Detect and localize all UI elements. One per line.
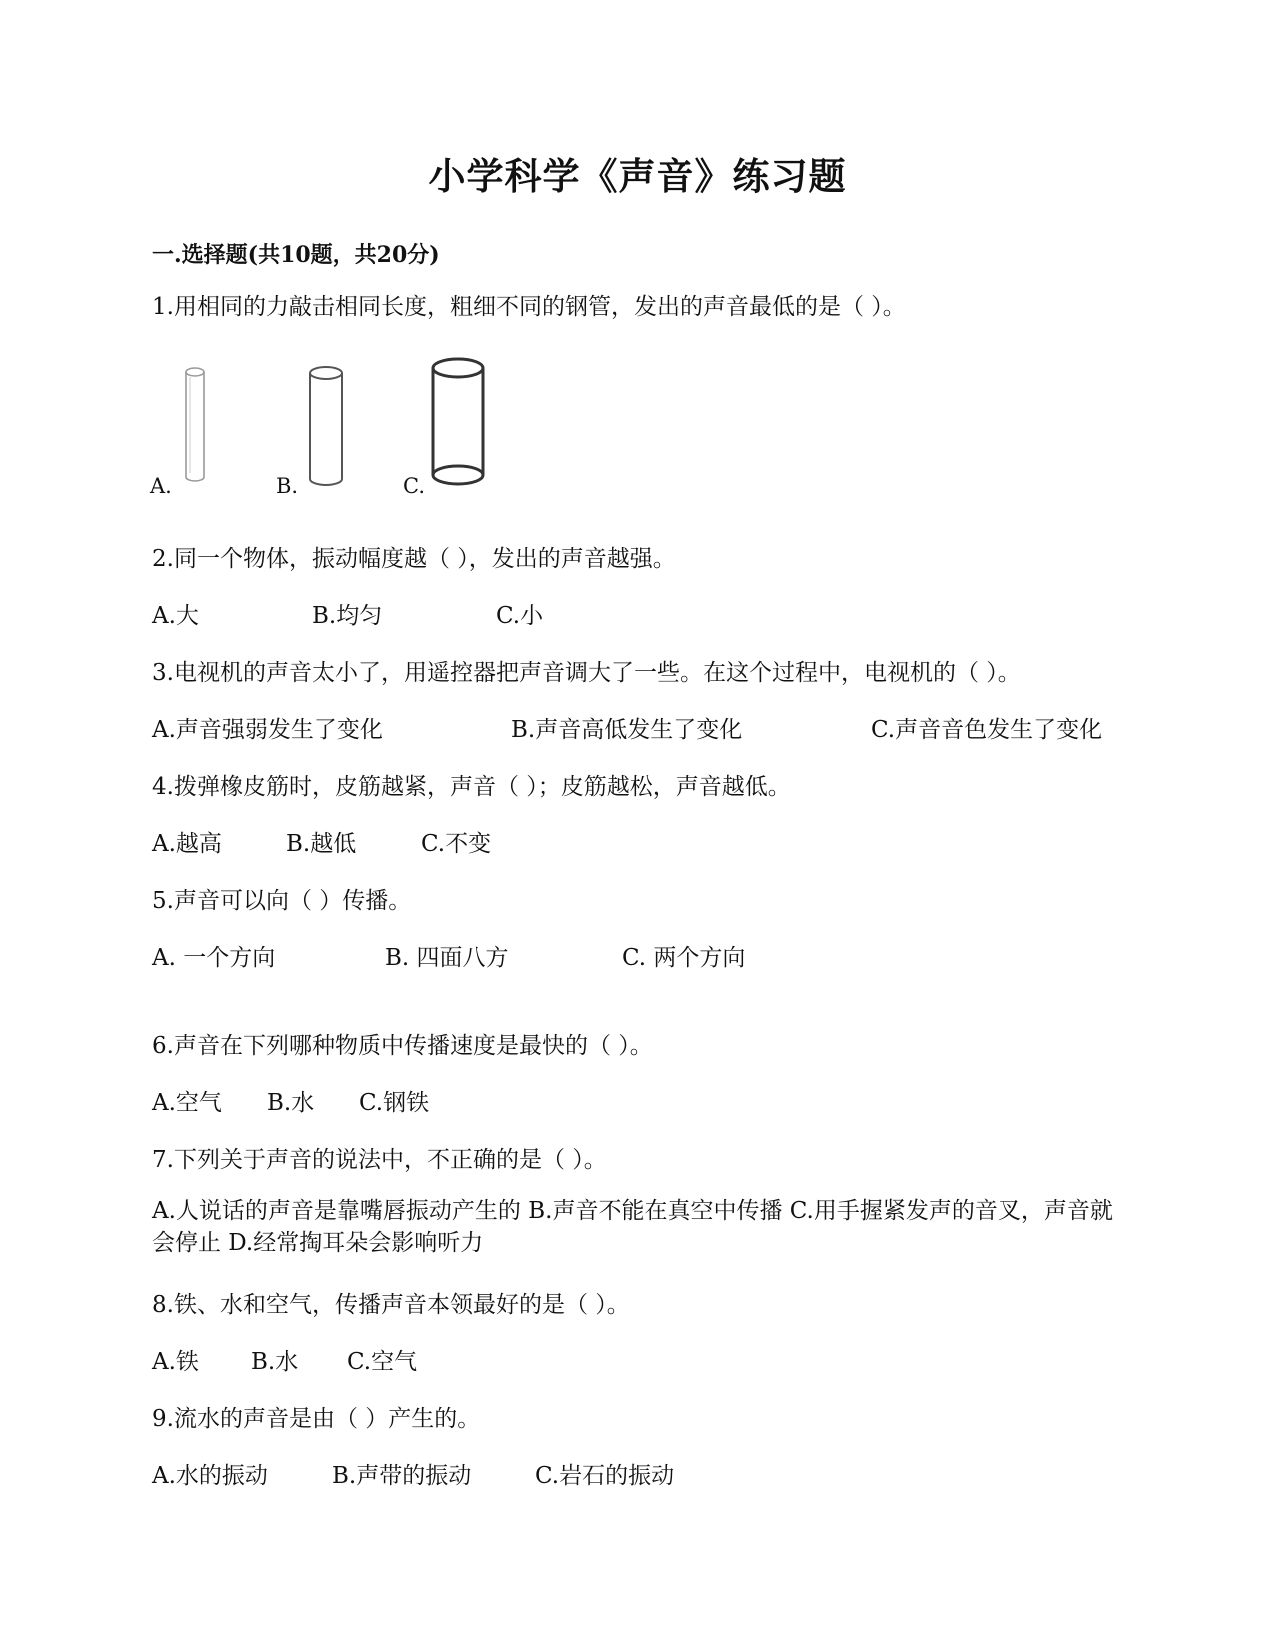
q1-option-c: C. <box>403 474 425 498</box>
question-3: 3.电视机的声音太小了，用遥控器把声音调大了一些。在这个过程中，电视机的（ ）。 <box>152 660 1021 686</box>
q3-option-c: C.声音音色发生了变化 <box>871 717 1103 743</box>
q6-option-c: C.钢铁 <box>359 1090 430 1116</box>
question-7: 7.下列关于声音的说法中，不正确的是（ ）。 <box>152 1147 607 1173</box>
q4-option-c: C.不变 <box>421 831 492 857</box>
question-1: 1.用相同的力敲击相同长度，粗细不同的钢管，发出的声音最低的是（ ）。 <box>152 294 906 320</box>
question-9: 9.流水的声音是由（ ）产生的。 <box>152 1406 481 1432</box>
question-8: 8.铁、水和空气，传播声音本领最好的是（ ）。 <box>152 1292 630 1318</box>
q4-option-b: B.越低 <box>286 831 357 857</box>
q5-option-b: B. 四面八方 <box>385 945 509 971</box>
page-title: 小学科学《声音》练习题 <box>428 154 847 198</box>
q9-option-b: B.声带的振动 <box>332 1463 472 1489</box>
q3-option-a: A.声音强弱发生了变化 <box>152 717 383 743</box>
question-6: 6.声音在下列哪种物质中传播速度是最快的（ ）。 <box>152 1033 653 1059</box>
question-2: 2.同一个物体，振动幅度越（ ），发出的声音越强。 <box>152 546 676 572</box>
question-4: 4.拨弹橡皮筋时，皮筋越紧，声音（ ）；皮筋越松，声音越低。 <box>152 774 791 800</box>
q9-option-a: A.水的振动 <box>152 1463 268 1489</box>
q1-option-b: B. <box>276 474 299 498</box>
q3-option-b: B.声音高低发生了变化 <box>511 717 743 743</box>
q5-option-a: A. 一个方向 <box>152 945 276 971</box>
q2-option-c: C.小 <box>496 603 544 629</box>
section-heading: 一.选择题(共10题，共20分) <box>152 242 440 268</box>
q1-option-a: A. <box>150 474 172 498</box>
thin-tube-image <box>182 365 208 485</box>
q8-option-b: B.水 <box>251 1349 299 1375</box>
thick-tube-image <box>428 356 488 490</box>
q8-option-c: C.空气 <box>347 1349 418 1375</box>
question-5: 5.声音可以向（ ）传播。 <box>152 888 412 914</box>
q5-option-c: C. 两个方向 <box>622 945 746 971</box>
q9-option-c: C.岩石的振动 <box>535 1463 675 1489</box>
q4-option-a: A.越高 <box>152 831 222 857</box>
q6-option-b: B.水 <box>267 1090 315 1116</box>
q8-option-a: A.铁 <box>152 1349 199 1375</box>
q7-options: A.人说话的声音是靠嘴唇振动产生的 B.声音不能在真空中传播 C.用手握紧发声的音叉，声音就会停止 D.经常掏耳朵会影响听力 <box>152 1198 1113 1256</box>
medium-tube-image <box>306 364 346 490</box>
q6-option-a: A.空气 <box>152 1090 222 1116</box>
q2-option-a: A.大 <box>152 603 199 629</box>
q2-option-b: B.均匀 <box>312 603 383 629</box>
